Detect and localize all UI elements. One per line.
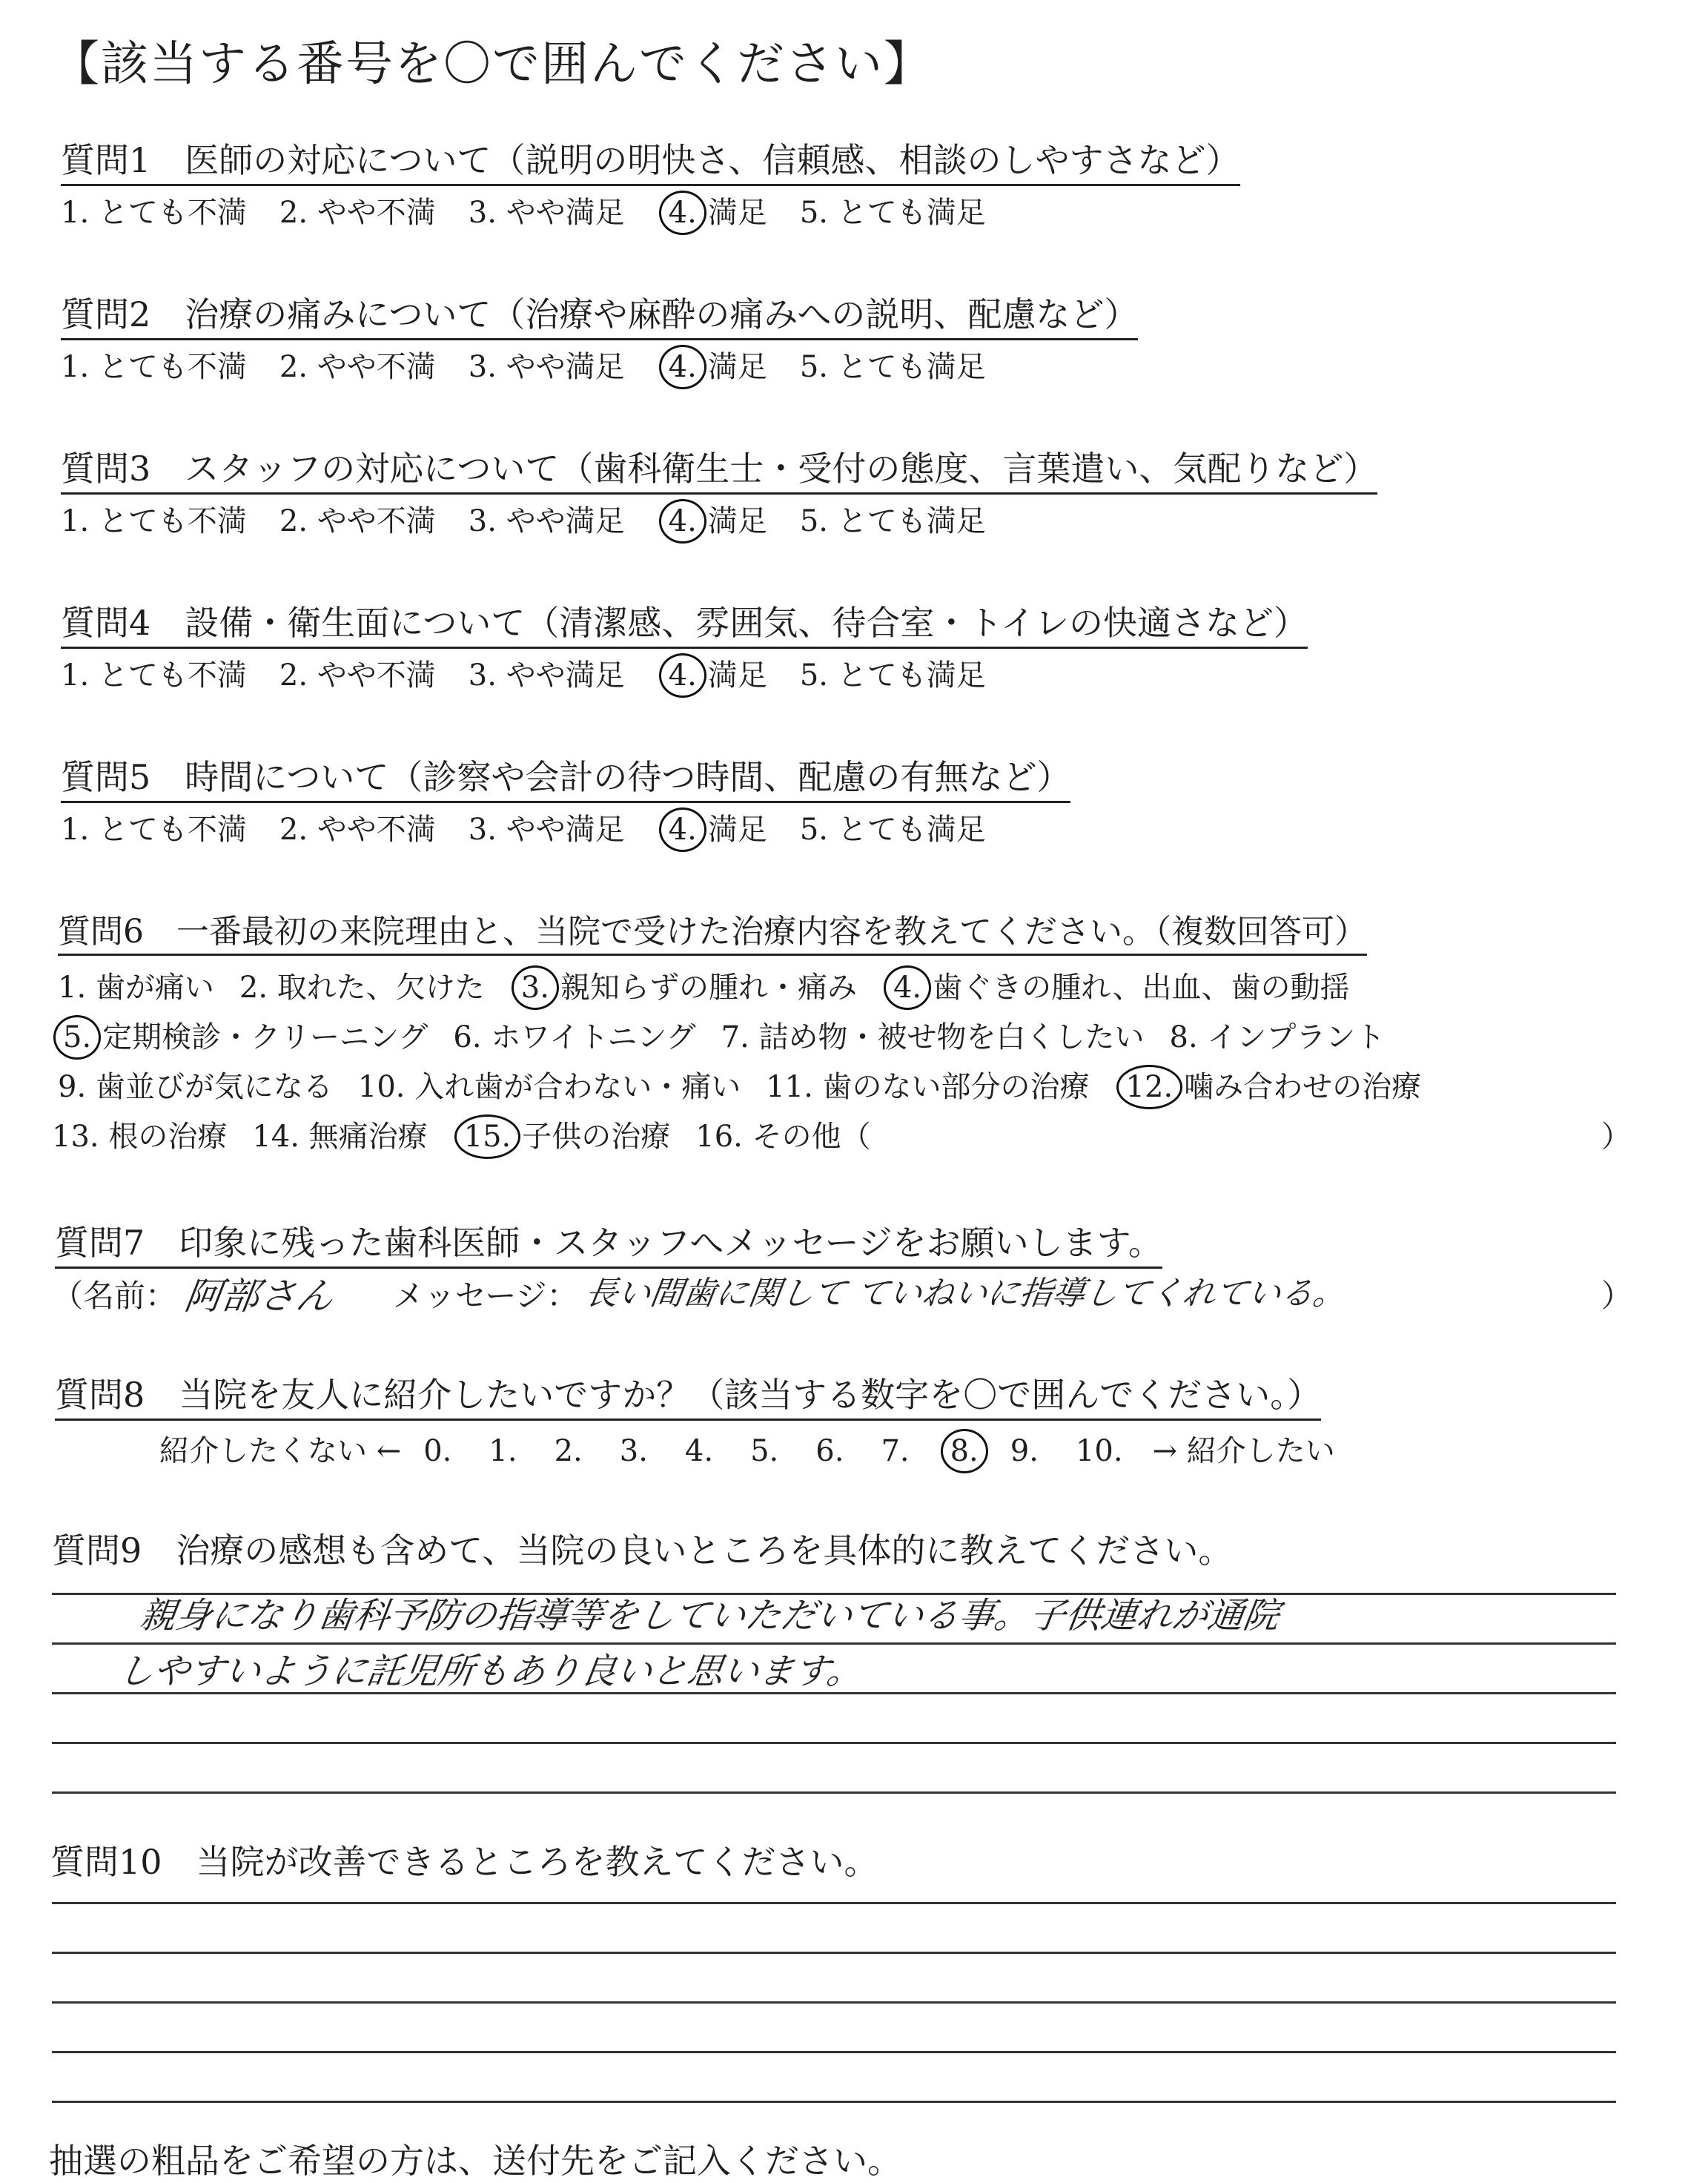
q7-message-handwritten[interactable]: 長い間歯に関して ていねいに指導してくれている。 [582,1275,1348,1312]
q6-opt16[interactable]: 16. その他（ [695,1120,871,1154]
q6-opt12-circled[interactable]: 12. [1116,1065,1183,1109]
q8-score-10[interactable]: 10. [1075,1434,1123,1468]
q6-opt5-circled[interactable]: 5. [53,1015,101,1060]
q6-opt7[interactable]: 7. 詰め物・被せ物を白くしたい [721,1020,1145,1054]
page-title: 【該当する番号を〇で囲んでください】 [52,37,933,92]
q5-opt4-circled[interactable]: 4. [659,808,706,852]
q2-opt4-label: 満足 [707,350,767,384]
q4-opt1[interactable]: 1. とても不満 [61,658,247,693]
q8-score-6[interactable]: 6. [815,1434,844,1468]
q9-line-4 [52,1742,1616,1744]
q10-line-3 [52,2001,1616,2004]
q10-line-2 [52,1952,1616,1954]
footer-note: 抽選の粗品をご希望の方は、送付先をご記入ください。 [49,2141,901,2181]
q5-heading: 質問5 時間について（診察や会計の待つ時間、配慮の有無など） [61,750,1070,803]
q3-opt4-label: 満足 [707,504,767,538]
q6-row1 [58,964,1375,1006]
q6-opt8[interactable]: 8. インプラント [1169,1020,1386,1054]
q6-opt13[interactable]: 13. 根の治療 [52,1120,228,1154]
q2-opt2[interactable]: 2. やや不満 [279,350,436,384]
q1-opt3[interactable]: 3. やや満足 [468,196,625,230]
q5-opt1[interactable]: 1. とても不満 [61,813,247,847]
q8-left-label: 紹介したくない ← [159,1434,402,1468]
q5-opt4-label: 満足 [707,813,767,847]
q6-row2 [52,1014,1410,1056]
q3-opt3[interactable]: 3. やや満足 [468,504,625,538]
q6-row3 [58,1063,1446,1106]
q4-opt3[interactable]: 3. やや満足 [468,658,625,693]
q9-line-5 [52,1791,1616,1794]
q8-score-5[interactable]: 5. [750,1434,779,1468]
q8-score-3[interactable]: 3. [619,1434,648,1468]
q4-opt5[interactable]: 5. とても満足 [799,658,986,693]
q2-opt3[interactable]: 3. やや満足 [468,350,625,384]
q9-heading: 質問9 治療の感想も含めて、当院の良いところを具体的に教えてください。 [52,1530,1233,1571]
q2-opt1[interactable]: 1. とても不満 [61,350,247,384]
q6-opt10[interactable]: 10. 入れ歯が合わない・痛い [357,1070,741,1104]
q6-opt15-label: 子供の治療 [522,1120,671,1154]
q6-opt15-circled[interactable]: 15. [454,1114,521,1159]
q1-heading: 質問1 医師の対応について（説明の明快さ、信頼感、相談のしやすさなど） [61,133,1240,186]
q10-line-4 [52,2051,1616,2053]
q1-opt5[interactable]: 5. とても満足 [799,196,986,230]
q8-right-label: → 紹介したい [1152,1434,1335,1468]
q6-opt2[interactable]: 2. 取れた、欠けた [239,971,485,1005]
q8-score-0[interactable]: 0. [423,1434,452,1468]
q4-opt2[interactable]: 2. やや不満 [279,658,436,693]
q7-name-handwritten[interactable]: 阿部さん [182,1275,337,1318]
q1-opt1[interactable]: 1. とても不満 [61,196,247,230]
q6-opt5-label: 定期検診・クリーニング [102,1020,428,1054]
q9-answer-line2[interactable]: しやすいように託児所もあり良いと思います。 [115,1651,866,1692]
q8-score-2[interactable]: 2. [554,1434,583,1468]
q1-opt2[interactable]: 2. やや不満 [279,196,436,230]
q9-answer-line1[interactable]: 親身になり歯科予防の指導等をしていただいている事。子供連れが通院 [137,1595,1282,1637]
q10-line-1 [52,1902,1616,1904]
q7-close-paren: ） [1601,1278,1633,1314]
q4-heading: 質問4 設備・衛生面について（清潔感、雰囲気、待合室・トイレの快適さなど） [61,596,1308,649]
q3-heading: 質問3 スタッフの対応について（歯科衛生士・受付の態度、言葉遣い、気配りなど） [61,442,1377,495]
q8-score-1[interactable]: 1. [489,1434,517,1468]
q2-options [61,343,1019,386]
q6-opt14[interactable]: 14. 無痛治療 [252,1120,428,1154]
q6-opt9[interactable]: 9. 歯並びが気になる [58,1070,333,1104]
q5-opt5[interactable]: 5. とても満足 [799,813,986,847]
q6-opt16-close: ） [1601,1120,1631,1154]
q8-scale [159,1427,1335,1470]
q6-opt11[interactable]: 11. 歯のない部分の治療 [766,1070,1090,1104]
q6-opt6[interactable]: 6. ホワイトニング [453,1020,696,1054]
q5-options [61,806,1019,848]
q6-row4 [52,1113,871,1155]
q8-heading: 質問8 当院を友人に紹介したいですか？（該当する数字を〇で囲んでください。） [55,1368,1321,1421]
q5-opt2[interactable]: 2. やや不満 [279,813,436,847]
q1-options [61,189,1019,231]
q8-score-8-circled[interactable]: 8. [941,1429,988,1473]
q2-opt4-circled[interactable]: 4. [659,345,706,389]
q7-message-label: メッセージ： [393,1278,578,1314]
q3-opt1[interactable]: 1. とても不満 [61,504,247,538]
q1-opt4-label: 満足 [707,196,767,230]
q6-opt12-label: 噛み合わせの治療 [1184,1070,1422,1104]
q6-opt1[interactable]: 1. 歯が痛い [58,971,214,1005]
q10-heading: 質問10 当院が改善できるところを教えてください。 [50,1842,878,1882]
q3-opt5[interactable]: 5. とても満足 [799,504,986,538]
q6-heading: 質問6 一番最初の来院理由と、当院で受けた治療内容を教えてください。（複数回答可） [58,905,1367,956]
q2-opt5[interactable]: 5. とても満足 [799,350,986,384]
q8-score-9[interactable]: 9. [1010,1434,1039,1468]
q4-options [61,652,1019,694]
q4-opt4-circled[interactable]: 4. [659,653,706,698]
q3-opt4-circled[interactable]: 4. [659,499,706,544]
q8-score-4[interactable]: 4. [684,1434,714,1468]
q5-opt3[interactable]: 3. やや満足 [468,813,625,847]
q7-heading: 質問7 印象に残った歯科医師・スタッフへメッセージをお願いします。 [55,1216,1162,1269]
q4-opt4-label: 満足 [707,658,767,693]
q6-opt3-circled[interactable]: 3. [512,965,559,1010]
q1-opt4-circled[interactable]: 4. [659,191,706,235]
q6-opt4-label: 歯ぐきの腫れ、出血、歯の動揺 [933,971,1350,1005]
q2-heading: 質問2 治療の痛みについて（治療や麻酔の痛みへの説明、配慮など） [61,288,1138,340]
q6-opt3-label: 親知らずの腫れ・痛み [560,971,857,1005]
q3-opt2[interactable]: 2. やや不満 [279,504,436,538]
q8-score-7[interactable]: 7. [881,1434,910,1468]
q3-options [61,498,1019,540]
q7-name-label: （名前： [52,1278,177,1314]
q10-line-5 [52,2101,1616,2103]
q6-opt4-circled[interactable]: 4. [884,965,931,1010]
